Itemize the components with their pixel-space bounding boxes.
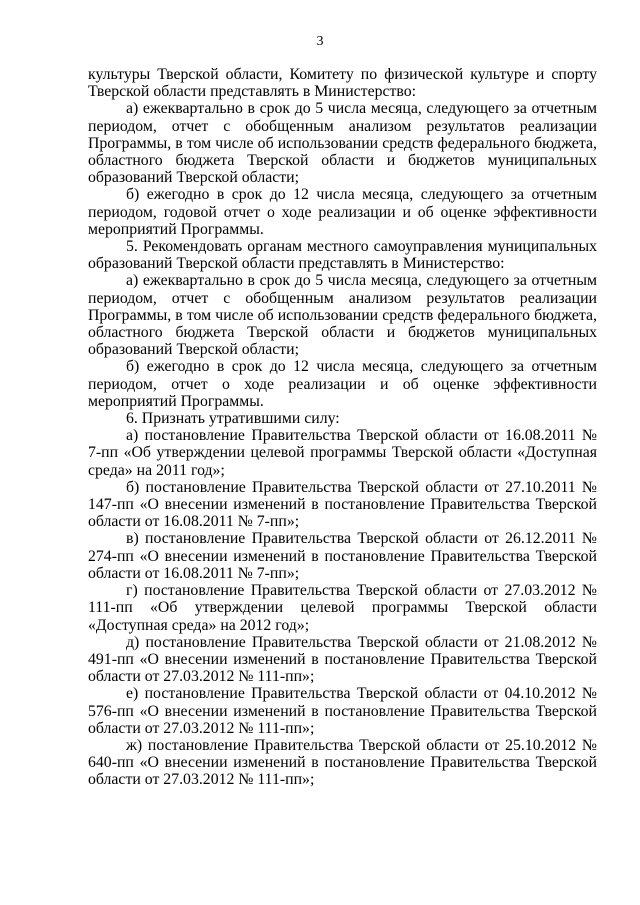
paragraph-6f: е) постановление Правительства Тверской области от 04.10.2012 № 576-пп «О внесении изменений в постановление Правительства Тверской области от 27.03.2012 № 111-пп»; xyxy=(88,685,597,737)
paragraph-6g: ж) постановление Правительства Тверской области от 25.10.2012 № 640-пп «О внесении изменений в постановление Правительства Тверской области от 27.03.2012 № 111-пп»; xyxy=(88,736,597,789)
paragraph-5a: а) ежеквартально в срок до 5 числа месяца, следующего за отчетным периодом, отчет с обобщенным анализом результатов реализации Программы, в том числе об использовании средств федерального бюджета, областного бюджета Тверской области и бюджетов муниципальных образований Тверской области; xyxy=(88,272,597,359)
paragraph-continuation: культуры Тверской области, Комитету по физической культуре и спорту Тверской области представлять в Министерство: xyxy=(88,66,597,101)
document-body xyxy=(88,66,597,789)
paragraph-4a: а) ежеквартально в срок до 5 числа месяца, следующего за отчетным периодом, отчет с обобщенным анализом результатов реализации Программы, в том числе об использовании средств федерального бюджета, областного бюджета Тверской области и бюджетов муниципальных образований Тверской области; xyxy=(88,100,597,187)
paragraph-6e: д) постановление Правительства Тверской области от 21.08.2012 № 491-пп «О внесении изменений в постановление Правительства Тверской области от 27.03.2012 № 111-пп»; xyxy=(88,633,597,686)
page-number: 3 xyxy=(316,34,324,49)
paragraph-6d: г) постановление Правительства Тверской области от 27.03.2012 № 111-пп «Об утверждении целевой программы Тверской области «Доступная среда» на 2012 год»; xyxy=(88,582,597,634)
paragraph-6c: в) постановление Правительства Тверской области от 26.12.2011 № 274-пп «О внесении изменений в постановление Правительства Тверской области от 16.08.2011 № 7-пп»; xyxy=(88,530,597,582)
paragraph-6a: а) постановление Правительства Тверской области от 16.08.2011 № 7-пп «Об утверждении целевой программы Тверской области «Доступная среда» на 2011 год»; xyxy=(88,427,597,479)
paragraph-6b: б) постановление Правительства Тверской области от 27.10.2011 № 147-пп «О внесении изменений в постановление Правительства Тверской области от 16.08.2011 № 7-пп»; xyxy=(88,478,597,531)
paragraph-5b: б) ежегодно в срок до 12 числа месяца, следующего за отчетным периодом, отчет о ходе реализации и об оценке эффективности мероприятий Программы. xyxy=(88,358,597,410)
paragraph-5: 5. Рекомендовать органам местного самоуправления муниципальных образований Тверской области представлять в Министерство: xyxy=(88,238,597,273)
paragraph-4b: б) ежегодно в срок до 12 числа месяца, следующего за отчетным периодом, годовой отчет о ходе реализации и об оценке эффективности мероприятий Программы. xyxy=(88,186,597,238)
paragraph-6: 6. Признать утратившими силу: xyxy=(126,410,340,428)
